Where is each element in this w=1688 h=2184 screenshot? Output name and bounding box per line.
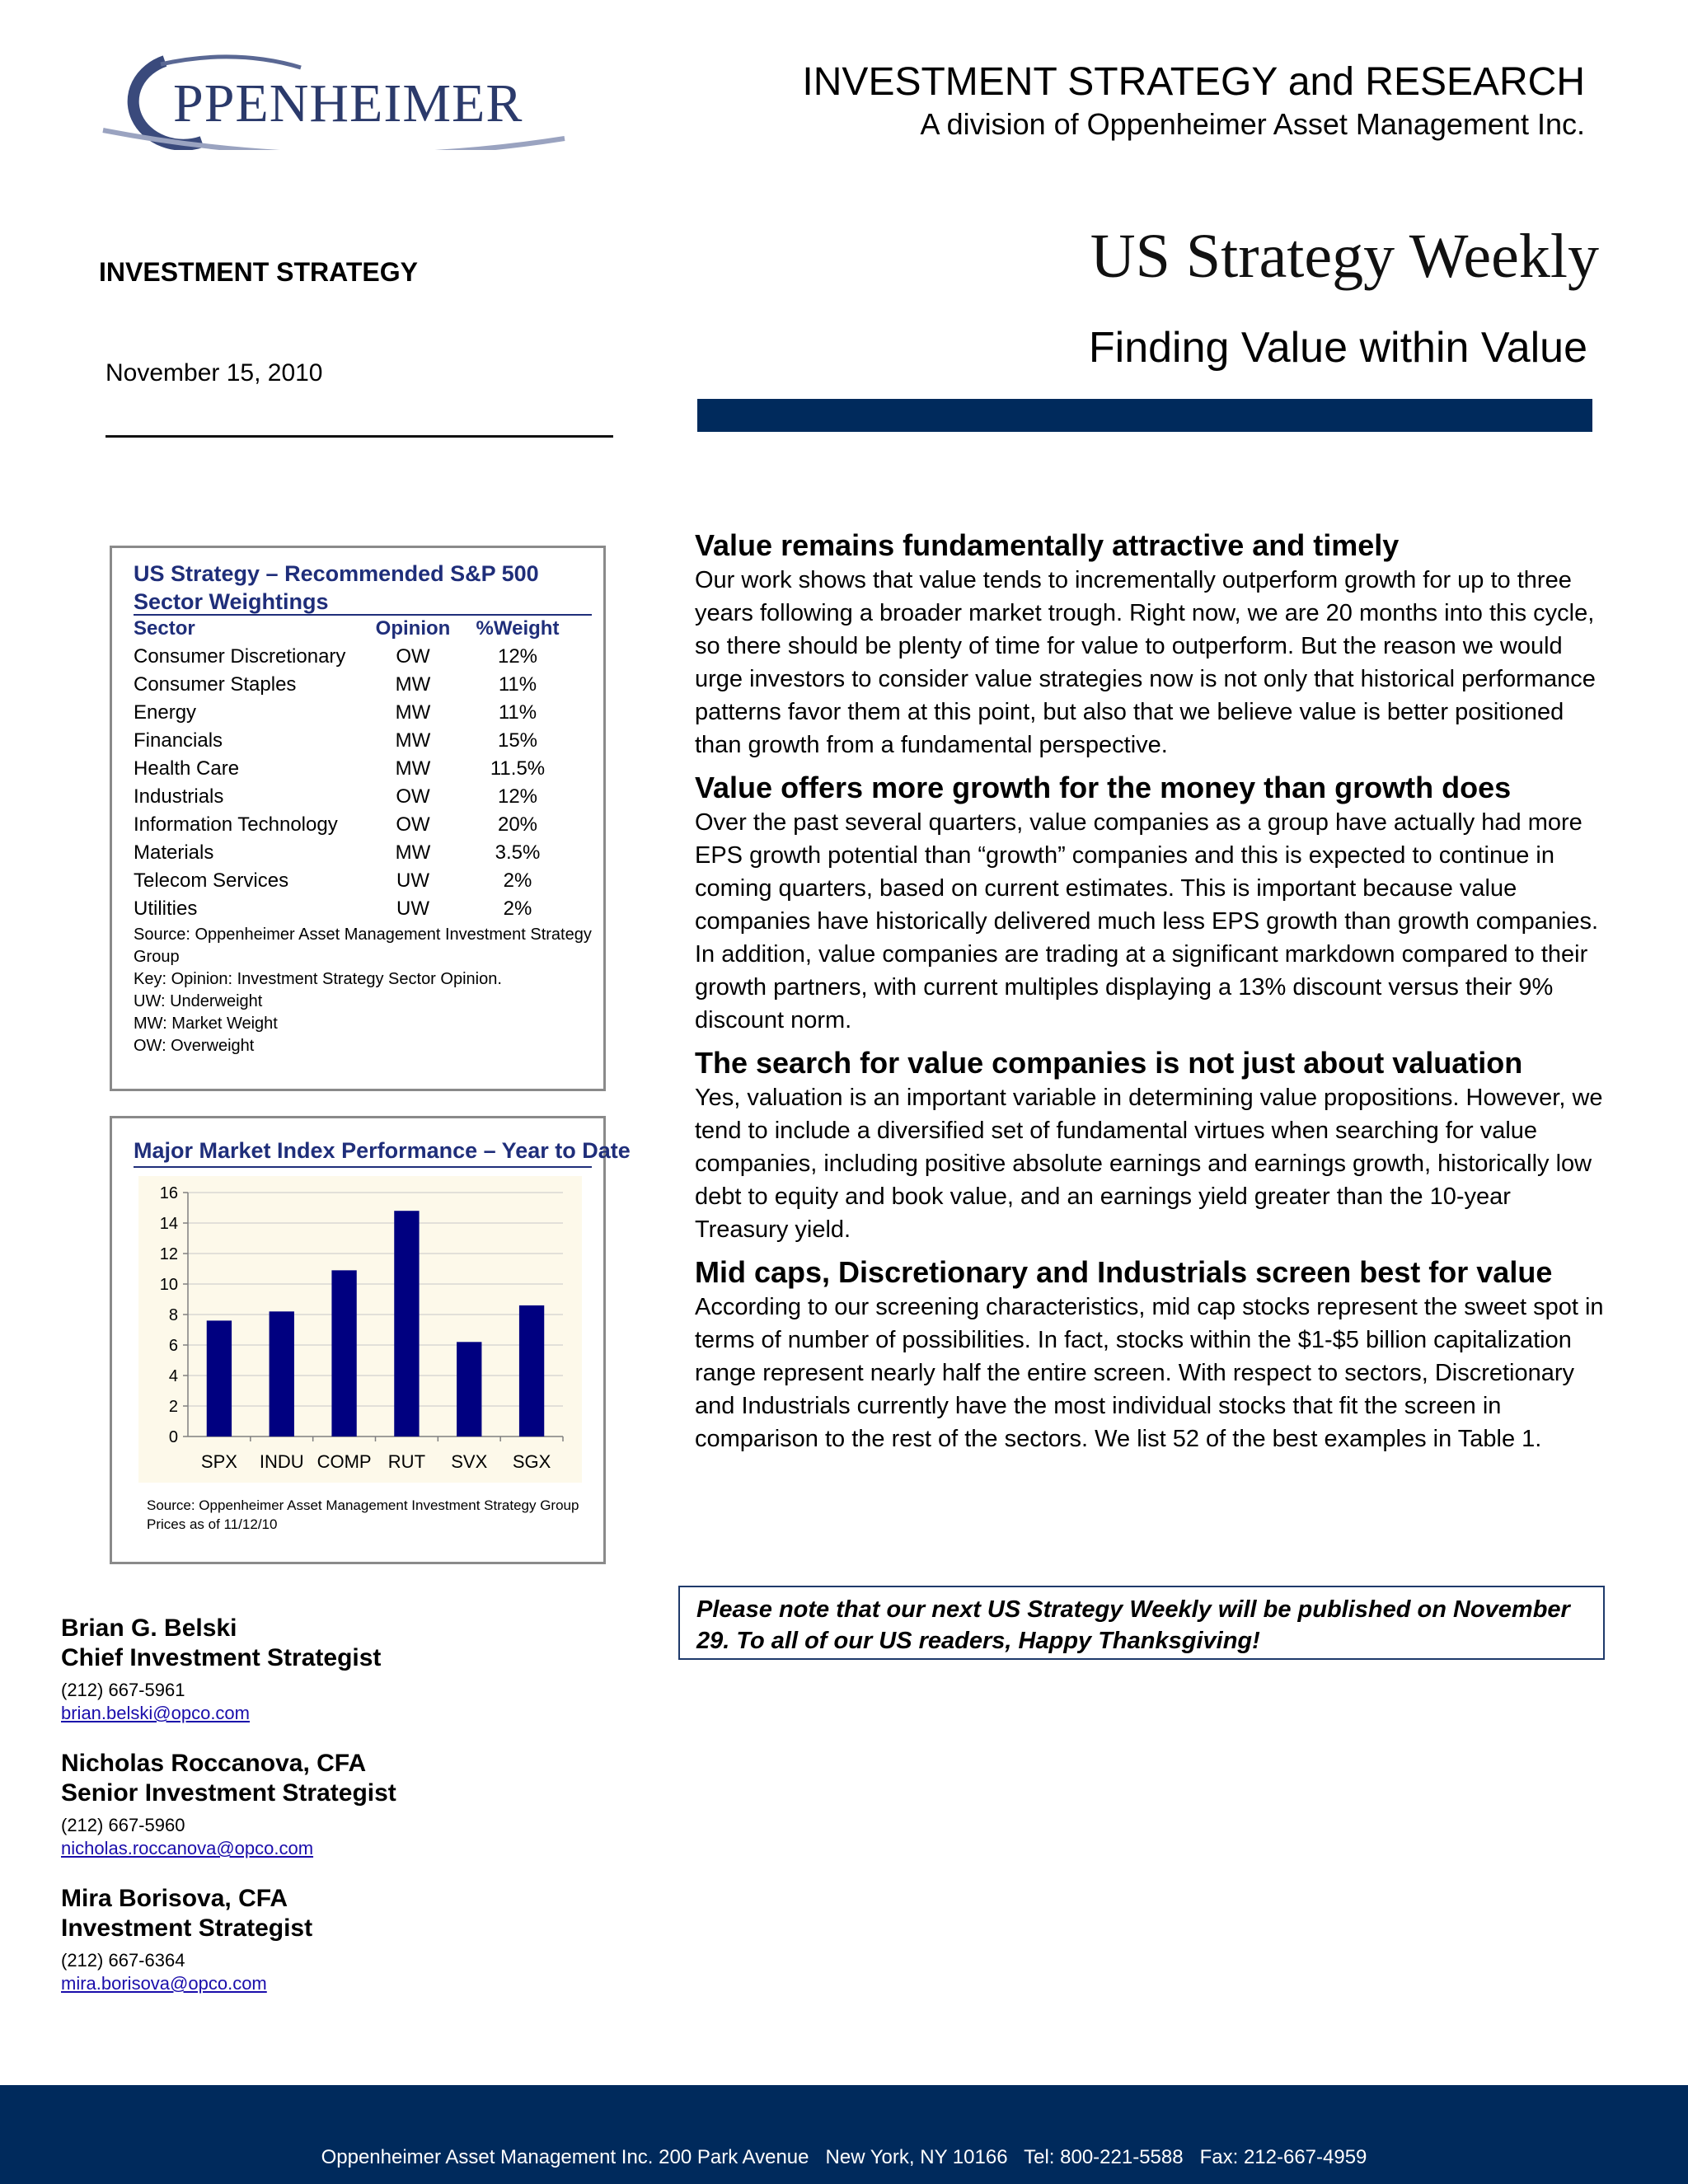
contact-name: Nicholas Roccanova, CFA bbox=[61, 1750, 367, 1777]
table-row bbox=[134, 869, 595, 898]
publication-subtitle: Finding Value within Value bbox=[1088, 324, 1587, 372]
sector-name: Telecom Services bbox=[134, 869, 289, 892]
sector-weight: 2% bbox=[503, 898, 532, 920]
contact-name: Mira Borisova, CFA bbox=[61, 1885, 288, 1912]
sector-table-title: US Strategy – Recommended S&P 500 Sector Weightings bbox=[134, 561, 539, 614]
contact-card bbox=[61, 1884, 556, 1994]
header-title: INVESTMENT STRATEGY and RESEARCH bbox=[802, 60, 1585, 104]
y-tick-label: 14 bbox=[159, 1215, 178, 1233]
y-tick-label: 2 bbox=[168, 1398, 178, 1416]
table-note: OW: Overweight bbox=[134, 1037, 255, 1055]
divider bbox=[134, 614, 592, 616]
y-tick-label: 8 bbox=[168, 1306, 178, 1324]
bar-comp bbox=[331, 1270, 356, 1436]
contact-email-link[interactable]: nicholas.roccanova@opco.com bbox=[61, 1838, 314, 1858]
sector-opinion: OW bbox=[396, 645, 430, 668]
divider bbox=[134, 1166, 592, 1168]
sector-weight: 11.5% bbox=[490, 757, 546, 780]
bar-spx bbox=[207, 1320, 232, 1436]
x-tick-label: SPX bbox=[200, 1451, 237, 1472]
sector-opinion: MW bbox=[395, 701, 431, 724]
header-subtitle: A division of Oppenheimer Asset Management Inc. bbox=[920, 107, 1585, 141]
bar-rut bbox=[394, 1211, 419, 1436]
table-row bbox=[134, 841, 595, 869]
logo-wordmark: PPENHEIMER bbox=[173, 73, 523, 134]
contact-email-link[interactable]: brian.belski@opco.com bbox=[61, 1703, 250, 1723]
contact-phone: (212) 667-5960 bbox=[61, 1815, 185, 1835]
contact-card bbox=[61, 1749, 556, 1859]
analyst-contacts bbox=[61, 1614, 556, 2019]
index-performance-chart bbox=[138, 1176, 582, 1483]
sector-weight: 12% bbox=[497, 785, 538, 808]
sector-weight: 11% bbox=[498, 701, 537, 724]
y-tick-label: 12 bbox=[159, 1245, 178, 1263]
x-tick-label: INDU bbox=[259, 1451, 304, 1472]
x-tick-label: RUT bbox=[387, 1451, 426, 1472]
sector-opinion: UW bbox=[396, 898, 429, 920]
sector-weight: 12% bbox=[497, 645, 538, 668]
footer-address: Oppenheimer Asset Management Inc. 200 Park Avenue New York, NY 10166 Tel: 800-221-5588 Fax: 212-667-4959 bbox=[321, 2146, 1367, 2168]
divider bbox=[106, 435, 613, 438]
contact-role: Senior Investment Strategist bbox=[61, 1779, 396, 1807]
section-heading: The search for value companies is not just about valuation bbox=[695, 1046, 1523, 1080]
section-paragraph: Over the past several quarters, value companies as a group have actually had more EPS growth potential than “growth” companies and this is expected to continue in coming quarters, based on current estimates. This is important because value companies have historically delivered much less EPS growth than growth companies. In addition, value companies are trading at a significant markdown compared to their growth partners, with current multiples displaying a 13% discount versus their 9% discount norm. bbox=[695, 809, 1599, 1033]
sector-name: Materials bbox=[134, 841, 214, 864]
table-row bbox=[134, 898, 595, 926]
sector-table-notes bbox=[134, 924, 595, 1057]
bar-sgx bbox=[519, 1305, 544, 1436]
publication-note: Please note that our next US Strategy Weekly will be published on November 29. To all of our US readers, Happy Thanksgiving! bbox=[678, 1586, 1605, 1660]
section-heading: Value remains fundamentally attractive and timely bbox=[695, 528, 1400, 562]
y-tick-label: 0 bbox=[168, 1428, 178, 1446]
bar-svx bbox=[457, 1342, 481, 1436]
bar-indu bbox=[270, 1311, 294, 1436]
publication-date: November 15, 2010 bbox=[106, 359, 323, 387]
table-note: UW: Underweight bbox=[134, 992, 263, 1010]
contact-phone: (212) 667-6364 bbox=[61, 1950, 185, 1971]
section-heading: Mid caps, Discretionary and Industrials screen best for value bbox=[695, 1255, 1553, 1289]
publication-title: US Strategy Weekly bbox=[1090, 222, 1599, 291]
y-tick-label: 16 bbox=[159, 1184, 178, 1202]
table-row bbox=[134, 645, 595, 673]
y-tick-label: 6 bbox=[168, 1337, 178, 1355]
index-performance-box bbox=[110, 1116, 631, 1564]
title-bar bbox=[697, 399, 1592, 432]
sector-name: Utilities bbox=[134, 898, 198, 920]
contact-card bbox=[61, 1614, 556, 1724]
contact-email-link[interactable]: mira.borisova@opco.com bbox=[61, 1973, 267, 1994]
sector-name: Industrials bbox=[134, 785, 224, 808]
section-paragraph: Yes, valuation is an important variable in determining value propositions. However, we tend to include a diversified set of fundamental virtues when searching for value companies, including positive absolute earnings and earnings growth, historically low debt to equity and book value, and an earnings yield greater than the 10-year Treasury yield. bbox=[695, 1085, 1603, 1243]
chart-notes bbox=[147, 1496, 579, 1534]
sector-opinion: MW bbox=[395, 757, 431, 780]
sector-weightings-box bbox=[110, 546, 606, 1091]
contact-phone: (212) 667-5961 bbox=[61, 1680, 185, 1700]
sector-weight: 2% bbox=[503, 869, 532, 892]
sector-weight: 11% bbox=[498, 673, 537, 696]
section-paragraph: According to our screening characteristics, mid cap stocks represent the sweet spot in terms of number of possibilities. In fact, stocks within the $1-$5 billion capitalization range represent nearly half the entire screen. With respect to sectors, Discretionary and Industrials currently have the most individual stocks that fit the screen in comparison to the rest of the sectors. We list 52 of the best examples in Table 1. bbox=[695, 1294, 1604, 1452]
x-tick-label: SVX bbox=[451, 1451, 488, 1472]
sector-name: Information Technology bbox=[134, 813, 338, 836]
chart-source-note: Source: Oppenheimer Asset Management Investment Strategy Group bbox=[147, 1497, 579, 1513]
table-row bbox=[134, 729, 595, 757]
sector-table-body bbox=[134, 645, 595, 926]
sector-weight: 3.5% bbox=[495, 841, 541, 864]
sector-opinion: MW bbox=[395, 729, 431, 752]
article-body bbox=[695, 527, 1610, 1464]
sector-opinion: UW bbox=[396, 869, 429, 892]
section-label: INVESTMENT STRATEGY bbox=[99, 257, 418, 287]
table-row bbox=[134, 673, 595, 701]
chart-date-note: Prices as of 11/12/10 bbox=[147, 1516, 278, 1532]
y-tick-label: 4 bbox=[168, 1367, 178, 1385]
column-header-opinion: Opinion bbox=[375, 617, 451, 640]
table-row bbox=[134, 701, 595, 729]
contact-role: Chief Investment Strategist bbox=[61, 1644, 382, 1671]
y-tick-label: 10 bbox=[159, 1276, 178, 1294]
sector-name: Consumer Discretionary bbox=[134, 645, 346, 668]
table-note: Source: Oppenheimer Asset Management Investment Strategy Group bbox=[134, 926, 592, 966]
sector-opinion: OW bbox=[396, 785, 430, 808]
sector-weight: 20% bbox=[497, 813, 538, 836]
contact-role: Investment Strategist bbox=[61, 1915, 313, 1942]
chart-title: Major Market Index Performance – Year to Date bbox=[134, 1138, 631, 1163]
column-header-weight: %Weight bbox=[476, 617, 560, 640]
sector-name: Health Care bbox=[134, 757, 240, 780]
section-paragraph: Our work shows that value tends to incrementally outperform growth for up to three years following a broader market trough. Right now, we are 20 months into this cycle, so there should be plenty of time for value to outperform. But the reason we would urge investors to consider value strategies now is not only that historical performance patterns favor them at this point, but also that we believe value is better positioned than growth from a fundamental perspective. bbox=[695, 567, 1596, 758]
table-note: Key: Opinion: Investment Strategy Sector Opinion. bbox=[134, 970, 502, 988]
section-heading: Value offers more growth for the money than growth does bbox=[695, 771, 1512, 804]
sector-opinion: OW bbox=[396, 813, 430, 836]
sector-weight: 15% bbox=[497, 729, 538, 752]
footer-bar bbox=[0, 2085, 1688, 2184]
x-tick-label: SGX bbox=[512, 1451, 551, 1472]
table-note: MW: Market Weight bbox=[134, 1015, 278, 1033]
column-header-sector: Sector bbox=[134, 617, 195, 640]
x-tick-label: COMP bbox=[316, 1451, 372, 1472]
sector-opinion: MW bbox=[395, 841, 431, 864]
sector-name: Energy bbox=[134, 701, 197, 724]
table-row bbox=[134, 757, 595, 785]
sector-opinion: MW bbox=[395, 673, 431, 696]
sector-name: Consumer Staples bbox=[134, 673, 297, 696]
table-row bbox=[134, 785, 595, 813]
sector-name: Financials bbox=[134, 729, 223, 752]
contact-name: Brian G. Belski bbox=[61, 1615, 237, 1642]
table-row bbox=[134, 813, 595, 841]
